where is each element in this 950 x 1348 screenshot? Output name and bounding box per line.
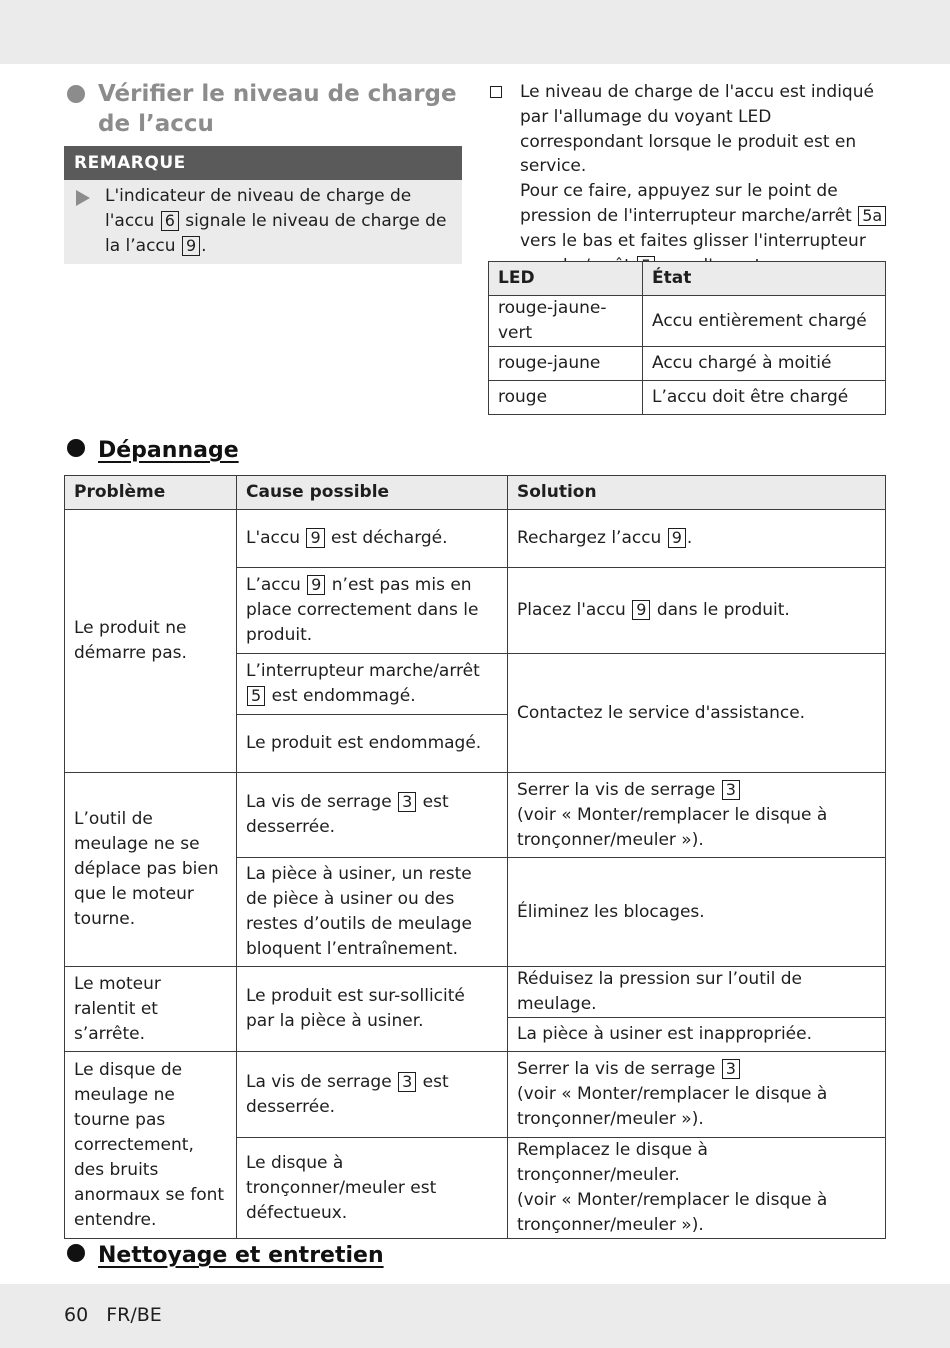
locale-label: FR/BE — [106, 1304, 162, 1326]
cell-text: est desserrée. — [246, 1071, 449, 1117]
checkbox-bullet-icon — [490, 86, 502, 98]
section-title: Vérifier le niveau de charge de l’accu — [98, 81, 457, 137]
top-band — [0, 0, 950, 64]
column-header: LED — [489, 262, 643, 296]
table-header-row — [65, 476, 886, 510]
led-cell: rouge-jaune-vert — [489, 296, 643, 347]
section-title: Dépannage — [98, 438, 239, 463]
cell-text: (voir « Monter/remplacer le disque à tronçonner/meuler »). — [517, 804, 828, 850]
cell-text: (voir « Monter/remplacer le disque à tronçonner/meuler »). — [517, 1190, 828, 1235]
cause-cell — [237, 1052, 508, 1138]
part-reference: 3 — [722, 1059, 740, 1079]
section-title: Nettoyage et entretien — [98, 1243, 384, 1268]
remark-text-part: signale le niveau de charge de la l’accu — [105, 211, 447, 256]
cell-text: Remplacez le disque à tronçonner/meuler. — [517, 1140, 708, 1185]
remark-text-part: . — [201, 236, 207, 256]
cause-cell: La pièce à usiner, un reste de pièce à usiner ou des restes d’outils de meulage bloquent l’entraînement. — [237, 858, 508, 967]
remark-text — [105, 184, 455, 259]
instruction-text-part: vers le bas et faites glisser l'interrupteur — [520, 230, 866, 251]
bullet-icon — [67, 439, 85, 457]
part-reference: 9 — [668, 528, 686, 548]
troubleshooting-table — [64, 475, 886, 1239]
state-cell: Accu chargé à moitié — [643, 347, 886, 381]
cell-text: Serrer la vis de serrage — [517, 779, 716, 800]
remark-label: REMARQUE — [64, 146, 462, 180]
column-header: Problème — [65, 476, 237, 510]
cause-cell — [237, 654, 508, 715]
cell-text: (voir « Monter/remplacer le disque à tronçonner/meuler »). — [517, 1084, 828, 1129]
cell-text: L’accu — [246, 575, 301, 595]
led-cell: rouge — [489, 381, 643, 415]
led-cell: rouge-jaune — [489, 347, 643, 381]
part-reference: 6 — [161, 211, 179, 231]
page-footer — [64, 1304, 174, 1326]
cell-text: Placez l'accu — [517, 600, 626, 620]
table-row — [489, 296, 886, 347]
column-header: Solution — [508, 476, 886, 510]
section-heading-troubleshooting — [67, 436, 239, 466]
solution-cell: Réduisez la pression sur l’outil de meulage. — [508, 967, 886, 1018]
cause-cell — [237, 773, 508, 858]
remark-body — [64, 180, 462, 264]
column-header: Cause possible — [237, 476, 508, 510]
table-row — [489, 381, 886, 415]
part-reference: 5 — [247, 686, 265, 706]
solution-cell: Contactez le service d'assistance. — [508, 654, 886, 773]
bullet-icon — [67, 85, 85, 103]
table-row — [489, 347, 886, 381]
cell-text: L’interrupteur marche/arrêt — [246, 661, 480, 681]
part-reference: 3 — [722, 780, 740, 800]
cause-cell: Le produit est sur-sollicité par la pièce à usiner. — [237, 967, 508, 1052]
page-number: 60 — [64, 1304, 89, 1326]
part-reference: 3 — [398, 1072, 416, 1092]
led-status-table — [488, 261, 886, 415]
cell-text: Serrer la vis de serrage — [517, 1059, 716, 1079]
solution-cell: La pièce à usiner est inappropriée. — [508, 1018, 886, 1052]
cell-text: est endommagé. — [271, 686, 416, 706]
column-header: État — [643, 262, 886, 296]
table-header-row — [489, 262, 886, 296]
solution-cell — [508, 773, 886, 858]
table-row — [65, 510, 886, 568]
solution-cell: Éliminez les blocages. — [508, 858, 886, 967]
cause-cell: Le produit est endommagé. — [237, 715, 508, 773]
remark-text-part: L'indicateur de niveau de charge de l'accu — [105, 186, 412, 231]
cell-text: est desserrée. — [246, 792, 449, 837]
part-reference: 9 — [182, 236, 200, 256]
cell-text: n’est pas mis en place correctement dans le produit. — [246, 575, 479, 645]
table-row — [65, 1052, 886, 1138]
section-heading-battery-level — [67, 79, 462, 139]
solution-cell — [508, 568, 886, 654]
instruction-paragraph-1: Le niveau de charge de l'accu est indiqué par l'allumage du voyant LED correspondant lorsque le produit est en service. — [520, 82, 874, 177]
cause-cell — [237, 510, 508, 568]
charge-level-instructions — [488, 80, 888, 278]
solution-cell — [508, 1052, 886, 1138]
section-heading-cleaning — [67, 1241, 384, 1271]
cell-text: L'accu — [246, 528, 301, 548]
state-cell: Accu entièrement chargé — [643, 296, 886, 347]
state-cell: L’accu doit être chargé — [643, 381, 886, 415]
part-reference: 5a — [858, 206, 886, 226]
problem-cell: L’outil de meulage ne se déplace pas bien que le moteur tourne. — [65, 773, 237, 967]
solution-cell — [508, 1138, 886, 1239]
cause-cell: Le disque à tronçonner/meuler est défectueux. — [237, 1138, 508, 1239]
problem-cell: Le moteur ralentit et s’arrête. — [65, 967, 237, 1052]
triangle-bullet-icon — [76, 190, 90, 206]
table-row — [65, 967, 886, 1018]
cell-text: La vis de serrage — [246, 1071, 392, 1092]
cell-text: . — [686, 528, 693, 548]
instruction-text-part: Pour ce faire, appuyez sur le point de pression de l'interrupteur marche/arrêt — [520, 181, 852, 226]
part-reference: 9 — [306, 528, 324, 548]
problem-cell: Le produit ne démarre pas. — [65, 510, 237, 773]
problem-cell: Le disque de meulage ne tourne pas correctement, des bruits anormaux se font entendre. — [65, 1052, 237, 1239]
remark-box — [64, 146, 462, 264]
cell-text: Rechargez l’accu — [517, 528, 662, 548]
cell-text: dans le produit. — [656, 600, 790, 620]
part-reference: 9 — [632, 600, 650, 620]
cell-text: est déchargé. — [331, 528, 448, 548]
bullet-icon — [67, 1244, 85, 1262]
part-reference: 9 — [307, 575, 325, 595]
cause-cell — [237, 568, 508, 654]
table-row — [65, 773, 886, 858]
part-reference: 3 — [398, 792, 416, 812]
solution-cell — [508, 510, 886, 568]
cell-text: La vis de serrage — [246, 792, 392, 812]
